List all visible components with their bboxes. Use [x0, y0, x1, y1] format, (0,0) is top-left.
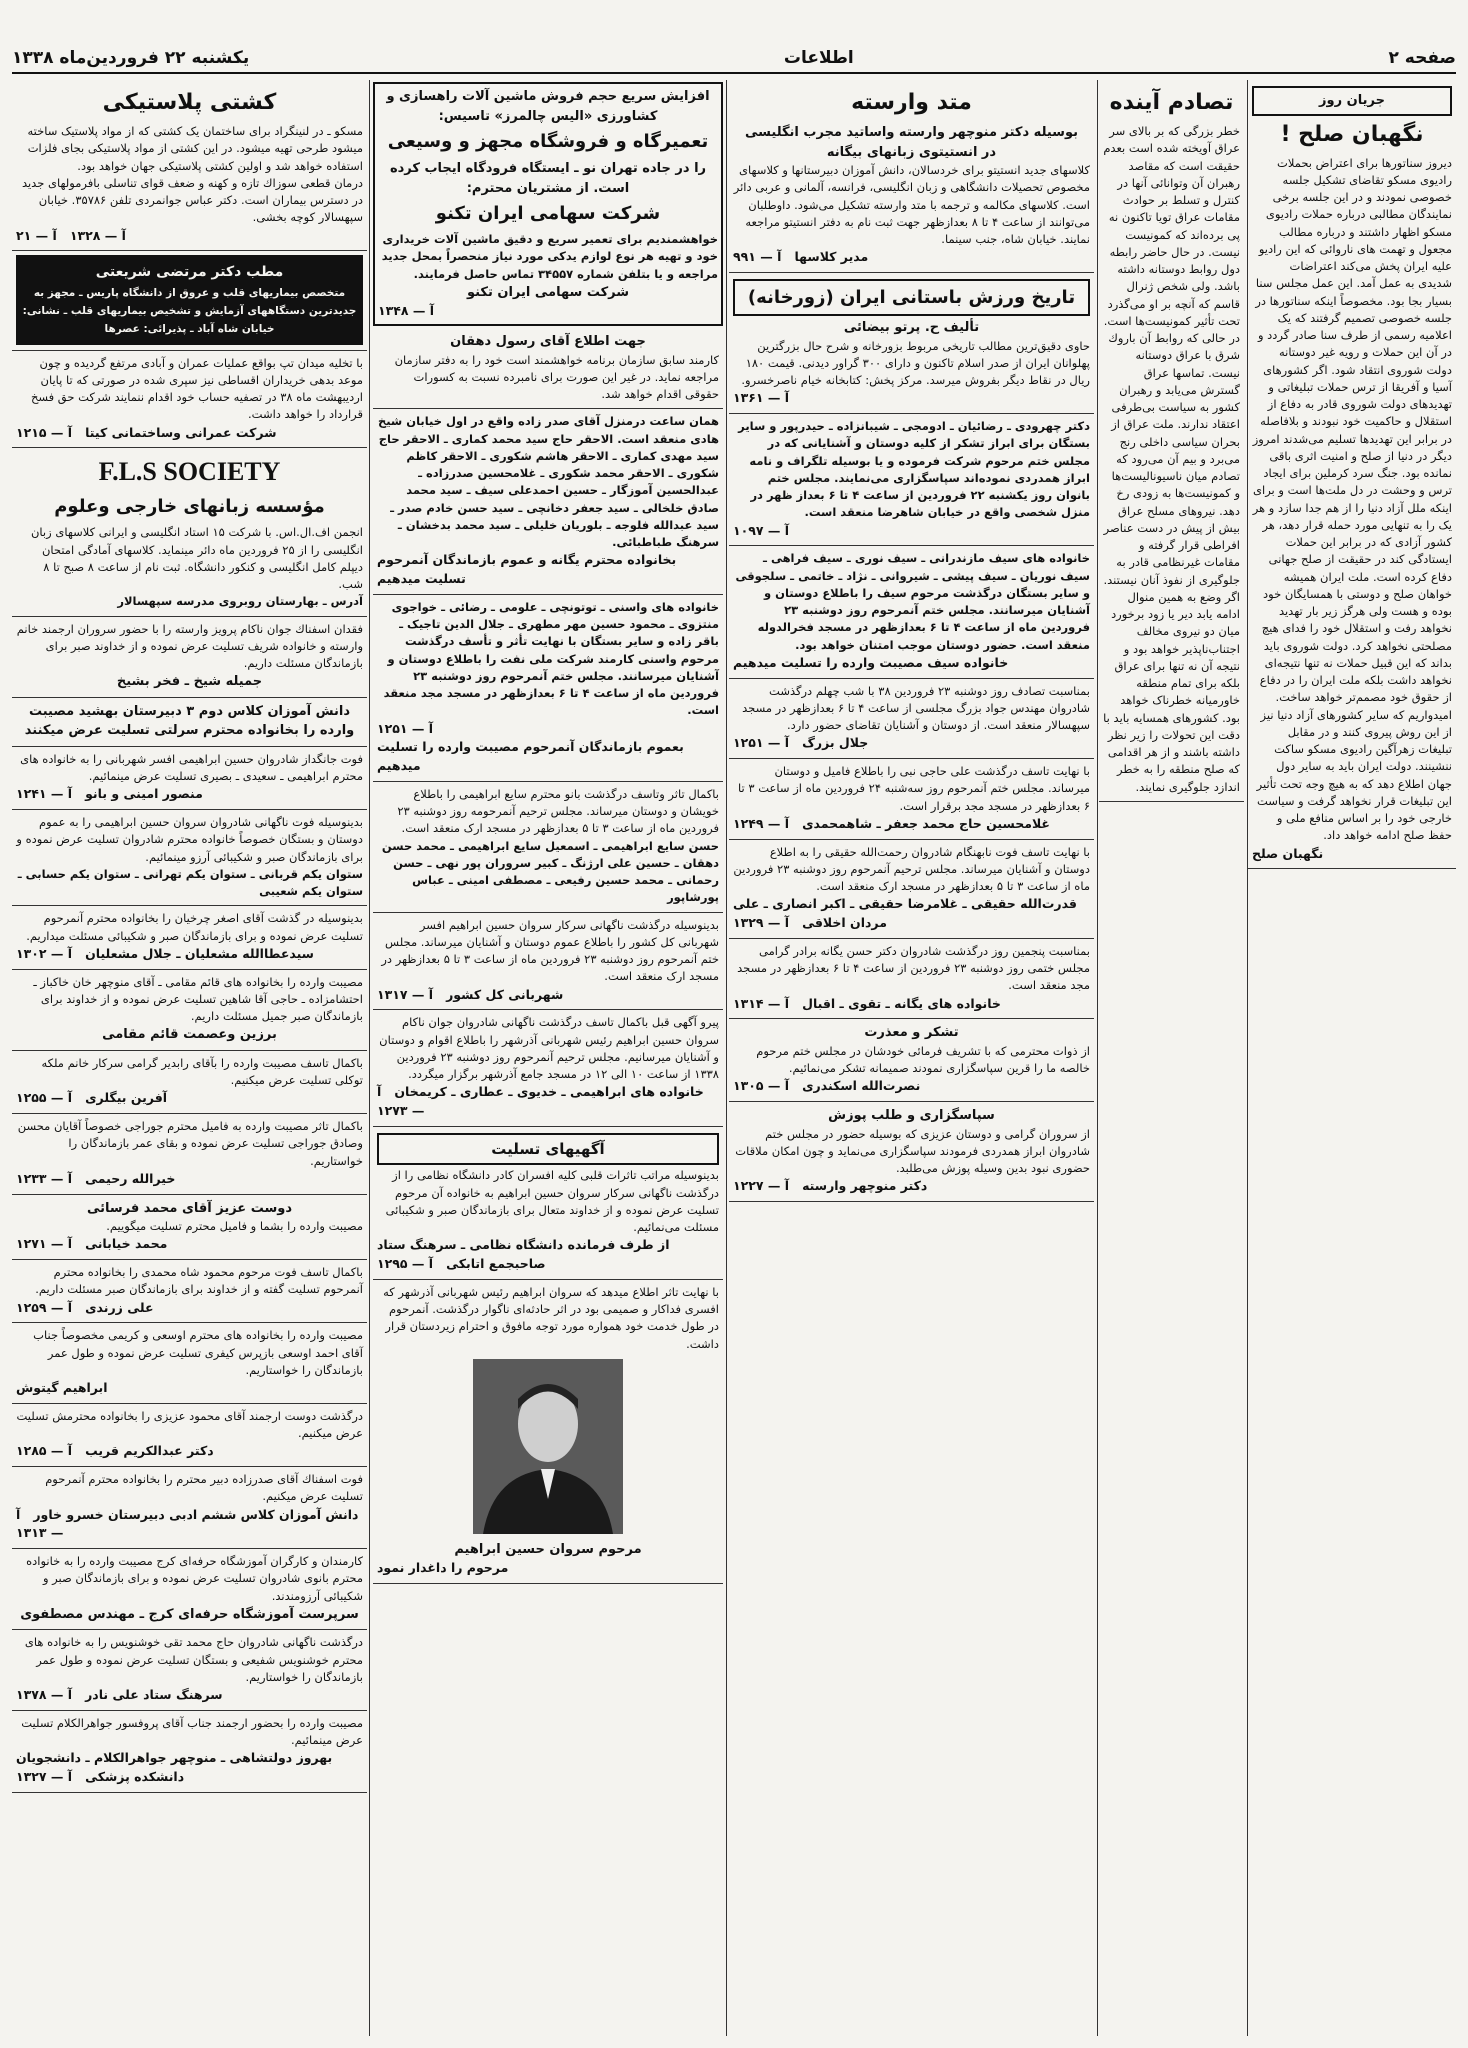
fls-society-ad [12, 448, 367, 616]
notice-code: آ — ۱۳۱۷ [377, 986, 434, 1002]
ad-title: تاریخ ورزش باستانی ایران (زورخانه) [733, 279, 1090, 316]
notice-signer: سرهنگ ستاد علی نادر [85, 1687, 223, 1703]
notice-code: آ — ۱۲۴۹ [733, 815, 790, 831]
plastic-ship-article [12, 80, 367, 251]
notice-title: دوست عزیز آقای محمد فرسائی [86, 1200, 293, 1216]
notice-signer: قدرت‌الله حقیقی ـ غلامرضا حقیقی ـ اکبر انصاری ـ علی مردان اخلاقی [733, 896, 1077, 930]
column-rule [369, 80, 370, 2036]
notice-body: با تخلیه میدان تپ بواقع عملیات عمران و آبادی مرتفع گردیده و چون موعد بدهی خریداران اقساطی نیز سپری شده در صورتی که تا پایان اردیبهشت ماه ۳۸ در تصفیه حساب خود اقدام ننمایند شرکت حق فسخ قرارداد را خواهد داشت. [30, 355, 363, 422]
portrait-figure-icon [473, 1359, 623, 1534]
notice-code: آ — ۱۳۲۷ [16, 1769, 73, 1785]
notice-body: فوت اسفناك آقای صدرزاده دبیر محترم را بخانواده محترم آنمرحوم تسلیت عرض میکنیم. [45, 1472, 363, 1504]
notice-signer: نصرت‌الله اسکندری [802, 1078, 921, 1094]
notice [729, 939, 1094, 1020]
notice-code: آ — ۱۲۵۵ [16, 1090, 73, 1106]
notice-body: خانواده های سیف مازندرانی ـ سیف نوری ـ سیف فراهی ـ سیف نوریان ـ سیف پیشی ـ شیروانی ـ نژاد ـ خاتمی ـ سلجوقی و سایر بستگان درگذشت مرحوم سیف را باطلاع دوستان و آشنایان میرسانند. مجلس ختم آنمرحوم روز دوشنبه ۲۳ فروردین ماه از ساعت ۴ تا ۶ بعدازظهر در مسجد فخرالدوله منعقد است. حضور دوستان موجب امتنان خواهد بود. [735, 551, 1090, 652]
notice-code: آ — ۱۲۵۹ [16, 1299, 73, 1315]
doctor-ad-box [16, 255, 363, 344]
notice-signature [733, 734, 1090, 753]
notice-body: درگذشت دوست ارجمند آقای محمود عزیزی را بخانواده محترمش تسلیت عرض میکنیم. [16, 1408, 363, 1441]
notice-body: فقدان اسفناك جوان ناكام پرویز وارسته را با حضور سروران ارجمند خانم وارسته و خانواده شریف تسلیت عرض نموده و از خداوند صبر برای بازماندگان مسئلت داریم. [16, 621, 363, 671]
notice [12, 617, 367, 698]
notice-title: دانش آموزان کلاس دوم ۳ دبیرستان بهشید مصیبت وارده را بخانواده محترم سرلتی تسلیت عرض میکنند [24, 703, 355, 739]
notice-body: با نهایت تاثر اطلاع میدهد که سروان ابراهیم رئیس شهربانی آذرشهر که افسری فداکار و صمیمی بود در اثر حادثه‌ای ناگوار درگذشت. آنمرحوم در طول خدمت خود همواره مورد توجه مافوق و احترام زیردستان قرار داشت. [383, 1284, 719, 1351]
column-rule [726, 80, 727, 2036]
notice-signature [733, 1177, 1090, 1196]
notice-signature: بخانواده محترم یگانه و عموم بازماندگان آنمرحوم تسلیت میدهیم [377, 552, 677, 586]
notices-column-left [12, 80, 367, 2036]
issue-date: یکشنبه ۲۲ فروردین‌ماه ۱۳۳۸ [12, 48, 250, 68]
notice-signature: ستوان یکم قربانی ـ ستوان یکم تهرانی ـ ستوان یکم حسابی ـ ستوان یکم شعیبی [17, 866, 363, 899]
ad-code: آ — ۱۳۴۸ [378, 303, 435, 319]
notice-code: آ — ۱۳۰۲ [16, 945, 73, 961]
notice [12, 810, 367, 906]
photo-caption: مرحوم سروان حسین ابراهیم [454, 1541, 642, 1557]
notice-signer: منصور امینی و بانو [85, 786, 203, 802]
notice-signature [16, 1506, 363, 1544]
paper-name: اطلاعات [783, 48, 854, 68]
notice-body: باکمال تاثر وتاسف درگذشت بانو محترم سایع ابراهیمی را باطلاع خویشان و دوستان میرساند. مجلس ترحیم آنمرحومه روز دوشنبه ۲۳ فروردین ماه از ساعت ۳ تا ۵ بعدازظهر در مسجد ارک منعقد است. [397, 786, 719, 836]
notice-body: بدینوسیله فوت ناگهانی شادروان سروان حسین ابراهیمی را به عموم دوستان و بستگان خصوصاً خانواده محترم شادروان تسلیت عرض نموده و برای بازماندگان صبر و شکیبائی آرزو مینمائیم. [16, 815, 363, 864]
notice-signature [377, 1083, 719, 1121]
article-title: تصادم آینده [1109, 90, 1234, 115]
ad-body: خواهشمندیم برای تعمیر سریع و دقیق ماشین آلات خریداری خود و تهیه هر نوع لوازم یدکی مورد نیاز منحصراً بمحل جدید مراجعه و یا بتلفن شماره ۳۴۵۵۷ تماس حاصل فرمایند. [381, 232, 718, 281]
society-title: مؤسسه زبانهای خارجی وعلوم [54, 496, 325, 518]
notice-body: کارمندان و کارگران آموزشگاه حرفه‌ای کرج مصیبت وارده را به خانواده محترم بانوی شادروان تسلیت عرض نموده و برای بازماندگان صبر و شکیبائی آرزومندند. [26, 1554, 363, 1603]
notice-body: بدینوسیله درگذشت ناگهانی سرکار سروان حسین ابراهیم افسر شهربانی کل کشور را باطلاع عموم دوستان و آشنایان میرساند. مجلس ختم آنمرحوم روز دوشنبه ۲۳ فروردین ماه از ساعت ۳ تا ۵ بعدازظهر در مسجد ارک منعقد است. [381, 917, 719, 984]
ad-body: حاوی دقیق‌ترین مطالب تاریخی مربوط بزورخانه و شرح حال بزرگترین پهلوانان ایران از صدر اسلام تاکنون و دارای ۳۰۰ گراور دیدنی. قیمت ۱۸۰ ریال در نقاط دیگر بفروش میرسد. مرکز پخش: کتابخانه خیام ناصرخسرو. [741, 338, 1090, 387]
notice-signature: خانواده سیف مصیبت وارده را تسلیت میدهیم [733, 654, 1009, 670]
notice [729, 840, 1094, 939]
notices-column-middle [373, 80, 723, 2036]
ad-body: کلاسهای جدید انستیتو برای خردسالان، دانش آموزان دبیرستانها و کلاسهای مخصوص تحصیلات دانشگاهی و زبان انگلیسی، فرانسه، آلمانی و عربی دائر است. کلاسهای مکالمه و ترجمه با متد وارسته تشکیل می‌شود. داوطلبان می‌توانند از ساعت ۴ تا ۸ بعدازظهر جهت ثبت نام به دفتر انستیتو مراجعه نمایند. خیابان شاه، جنب سینما. [733, 163, 1090, 246]
notice [12, 1711, 367, 1793]
notice [12, 698, 367, 747]
notice-code: آ — ۱۲۳۳ [16, 1170, 73, 1186]
notice-signer: جلال بزرگ [802, 735, 869, 751]
info-notice [373, 328, 723, 409]
article-body: دیروز سناتورها برای اعتراض بحملات رادیوی مسکو تقاضای تشکیل جلسه خصوصی نمودند و در این جلسه برخی نمایندگان مطالبی درباره حملات رادیوی مسکو اظهار داشتند و درباره مطالب مجعول و تهمت های ناروائی که این رادیو علیه ایران پخش می‌کند اعتراضات شدیدی به عمل آمد. این عمل مجلس سنا بسیار بجا بود. مخصوصاً اینکه سناتورها در جلسه خصوصی تصمیم گرفتند که یک اعلامیه رسمی از طرف سنا صادر گردد و در آن این حملات و رویه غیر دوستانه دولت شوروی انتقاد شود. اگر کشورهای آسیا و آفریقا از ترس حملات تبلیغاتی و تهدیدهای دولت شوروی قادر به دفاع از استقلال و حاکمیت خود نبودند و بلافاصله در برابر این تهدیدها تسلیم می‌شدند امروز دیگر در دنیا از صلح و امنیت اثری باقی نمانده بود. جنگ سرد کرملین برای ایجاد ترس و وحشت در دل ملت‌ها است و برای اینکه ملل آزاد دنیا را از هم جدا سازد و هر یک را به تنهایی مورد حمله قرار دهد، هر کشور آزادی که در برابر این حملات ایستادگی کند در حقیقت از صلح جهانی دفاع کرده است. ملت ایران همیشه خواهان صلح و دوستی با همسایگان خود بوده و هست ولی هرگز زیر بار تهدید نخواهد رفت و استقلال خود را فدای هیچ مصلحتی نخواهد کرد. دولت شوروی باید بداند که این قبیل حملات نه تنها نتیجه‌ای نخواهد داشت بلکه ملت ایران را در دفاع از حقوق خود مصمم‌تر خواهد ساخت. امیدواریم که سایر کشورهای آزاد دنیا نیز از این روش پیروی کنند و در مقابل تبلیغات زهرآگین رادیوی مسکو ساکت ننشینند. دولت ایران باید به سایر دول جهان اطلاع دهد که به هیچ وجه تحت تأثیر این تبلیغات قرار نخواهد گرفت و سیاست خارجی خود را بر اساس منافع ملی و حفظ صلح ادامه خواهد داد. [1252, 155, 1452, 843]
notice-signature [16, 1686, 363, 1705]
ad-code: آ — ۱۳۶۱ [733, 390, 790, 406]
notice-signer: از طرف فرمانده دانشگاه نظامی ـ سرهنگ ستاد صاحبجمع اتابکی [377, 1237, 670, 1271]
notice-body: درگذشت ناگهانی شادروان حاج محمد تقی خوشنویس را به خانواده های محترم خوشنویس شفیعی و بستگان تسلیت عرض نموده و طول عمر بازماندگان را خواستاریم. [24, 1635, 363, 1684]
notice-body: بدینوسیله مراتب تاثرات قلبی کلیه افسران کادر دانشگاه نظامی را از درگذشت ناگهانی سرکار سروان حسین ابراهیم به خانواده آن مرحوم تسلیت عرض نموده و از خداوند متعال برای بازماندگان صبر و شکیبائی مسئلت می‌نمائیم. [385, 1168, 719, 1234]
notice-signature [16, 1299, 363, 1318]
notice [12, 1549, 367, 1630]
notice-code: آ — ۱۳۱۴ [733, 995, 790, 1011]
notice-body: باکمال تاسف مصیبت وارده را بآقای رابدیر گرامی سرکار خانم ملکه توکلی تسلیت عرض میکنیم. [41, 1055, 363, 1088]
notice-code: آ — ۱۲۱۵ [16, 424, 73, 440]
varasteh-ad [729, 80, 1094, 273]
notice-body: پیرو آگهی قبل باکمال تاسف درگذشت ناگهانی شادروان جوان ناکام سروان حسین ابراهیم رئیس شهربانی آذرشهر را باطلاع اقوام و دوستان و آشنایان میرسانیم. مجلس ترحیم آنمرحوم روز دوشنبه ۲۳ فروردین ۱۳۳۸ از ساعت ۱۰ الی ۱۲ در مسجد جامع آذرشهر برگزار میگردد. [379, 1015, 719, 1081]
notice [12, 906, 367, 969]
notice [12, 747, 367, 810]
editorial-clash [1099, 80, 1244, 802]
article-title: نگهبان صلح ! [1280, 121, 1424, 147]
doctor-title: مطب دکتر مرتضی شریعتی [95, 264, 284, 281]
ad-signer: مدیر کلاسها [794, 249, 869, 265]
notice-signature [16, 1170, 363, 1189]
notice-signer: بهروز دولتشاهی ـ منوچهر جواهرالکلام ـ دانشجویان دانشکده پزشکی [16, 1750, 333, 1785]
notice-signer: علی زرندی [85, 1299, 154, 1315]
society-address: آدرس ـ بهارستان روبروی مدرسه سپهسالار [117, 594, 363, 609]
notice-signature [733, 995, 1090, 1014]
notice [373, 782, 723, 913]
ad-code [16, 227, 363, 246]
condolence-with-photo [373, 1280, 723, 1584]
notice-body: خانواده های واسنی ـ توتونچی ـ علومی ـ رضائی ـ خواجوی منتزوی ـ محمود حسین مهر مطهری ـ جلال الدین تاجیک ـ باقر زاده و سایر بستگان با نهایت تأثر و تأسف درگذشت مرحوم واسنی کارمند شرکت ملی نفت را باطلاع دوستان و آشنایان میرسانند. مجلس ختم آنمرحوم روز دوشنبه ۲۳ فروردین ماه از ساعت ۴ تا ۶ بعدازظهر در مسجد مجد منعقد است. [383, 599, 719, 718]
notice-signature [733, 815, 1090, 834]
condolence-section [373, 1127, 723, 1280]
ad-title: تعمیرگاه و فروشگاه مجهز و وسیعی [387, 131, 709, 152]
notice-signer: دانش آموزان کلاس ششم ادبی دبیرستان خسرو خاور [33, 1506, 359, 1522]
notice-signature: جمیله شیخ ـ فخر بشیخ [116, 674, 263, 690]
article-title: کشتی پلاستیکی [102, 90, 277, 115]
article-body: مسکو ـ در لنینگراد برای ساختمان یک کشتی که از مواد پلاستیک ساخته میشود طرحی تهیه میشود. در این کشتی از مواد پلاستیکی بجای فلزات استفاده خواهد شد و اولین کشتی پلاستیکی جهان خواهد بود. [27, 124, 363, 173]
notice-signer: سیدعطاالله مشعلیان ـ جلال مشعلیان [85, 945, 314, 961]
notice [12, 351, 367, 449]
notice [12, 1467, 367, 1549]
editorial-column-2 [1099, 80, 1244, 2036]
notice-signature [16, 785, 363, 804]
notice-signature [16, 1749, 363, 1787]
notice-code: آ — ۱۲۵۱ [377, 720, 434, 736]
notice-body: دکتر چهرودی ـ رضائیان ـ ادومجی ـ شیبانزاده ـ حیدرپور و سایر بستگان برای ابراز تشکر از کلیه دوستان و آشنایانی که در مجلس ختم مرحوم شرکت فرموده و یا بوسیله تلگراف و نامه ابراز همدردی نموده‌اند سپاسگزاری می‌نمایند. مجلس ختم بانوان روز یکشنبه ۲۲ فروردین از ساعت ۴ تا ۶ بعداز ظهر در منزل شخصی واقع در خیابان شاهرضا منعقد است. [738, 419, 1090, 520]
notice-body: باکمال تاسف فوت مرحوم محمود شاه محمدی را بخانواده محترم آنمرحوم تسلیت گفته و از خداوند برای بازماندگان صبر مسئلت داریم. [35, 1265, 363, 1297]
notice-body: مصیبت وارده را بخانواده های محترم اوسعی و کریمی مخصوصاً جناب آقای احمد اوسعی بازپرس کیفری تسلیت عرض نموده و طول عمر بازماندگان را خواستاریم. [33, 1328, 363, 1377]
notice-signature: مرحوم را داغدار نمود [377, 1560, 509, 1576]
notice [373, 409, 723, 595]
ad-code: آ — ۹۹۱ [733, 249, 782, 265]
notice-body: فوت جانگداز شادروان حسین ابراهیمی افسر شهربانی را به خانواده های محترم ابراهیمی ـ سعیدی ـ بصیری تسلیت عرض مینمائیم. [20, 751, 363, 784]
notice [12, 970, 367, 1051]
section-title: آگهیهای تسلیت [377, 1133, 719, 1166]
notice-signer: محمد خیابانی [85, 1236, 168, 1252]
notice-code: آ — ۱۳۱۳ [16, 1506, 64, 1541]
notice-signer: آفرین بیگلری [85, 1090, 168, 1106]
notice-body: با نهایت تاسف فوت نابهنگام شادروان رحمت‌الله حقیقی را به اطلاع دوستان و آشنایان میرساند. مجلس ترحیم آنمرحوم روز دوشنبه ۲۳ فروردین ماه از ساعت ۳ تا ۵ بعدازظهر در مسجد ارک منعقد است. [733, 844, 1090, 893]
notice-signer: شرکت عمرانی وساختمانی کیتا [85, 424, 277, 440]
notice-body: بمناسبت پنجمین روز درگذشت شادروان دکتر حسن یگانه برادر گرامی مجلس ختمی روز دوشنبه ۲۳ فروردین از ساعت ۴ تا ۶ بعدازظهر در مسجد مجد منعقد است. [737, 943, 1090, 993]
page-number: صفحه ۲ [1388, 48, 1456, 68]
notice-code: آ — ۱۳۷۸ [16, 1687, 73, 1703]
column-rule [1097, 80, 1098, 2036]
ad-subtitle: در انستیتوی زبانهای بیگانه [826, 144, 997, 160]
doctor-ad [12, 251, 367, 350]
article-signature: نگهبان صلح [1252, 845, 1324, 861]
apology-notice [729, 1102, 1094, 1202]
notice [12, 1051, 367, 1114]
notice-signature: سرپرست آموزشگاه حرفه‌ای کرج ـ مهندس مصطفوی [20, 1606, 359, 1622]
section-tag: جریان روز [1252, 86, 1452, 116]
notice-signer: خانواده های ابراهیمی ـ خدیوی ـ عطاری ـ کریمخان [394, 1084, 704, 1100]
notice-code: آ — ۱۲۷۳ [377, 1084, 425, 1118]
notice-body: مصیبت وارده را بحضور ارجمند جناب آقای پروفسور جواهرالکلام تسلیت عرض مینمائیم. [21, 1715, 363, 1748]
notice-code: آ — ۱۳۰۵ [733, 1078, 790, 1094]
notice [12, 1195, 367, 1261]
society-body: انجمن اف.ال.اس. با شرکت ۱۵ استاد انگلیسی و ایرانی کلاسهای زبان انگلیسی را از ۲۵ فروردین ماه دائر مینماید. کلاسهای آمادگی امتحان دیپلم کامل انگلیسی و کنکور دانشگاه. ثبت نام از ساعت ۸ صبح تا ۸ شب. [30, 525, 363, 592]
notice [12, 1323, 367, 1404]
notice [12, 1260, 367, 1323]
notice-body: از سروران گرامی و دوستان عزیزی که بوسیله حضور در مجلس ختم شادروان ابراز همدردی فرمودند سپاسگزاری می‌نماید و چون امکان ملاقات حضوری نبود بدین وسیله پوزش می‌طلبد. [735, 1126, 1090, 1175]
notice-body: با نهایت تاسف درگذشت علی حاجی نبی را باطلاع فامیل و دوستان میرساند. مجلس ختم آنمرحوم روز سه‌شنبه ۲۴ فروردین ماه از ساعت ۳ تا ۶ بعدازظهر در مسجد مجد برقرار است. [738, 764, 1090, 813]
ad-signature: شرکت سهامی ایران تکنو [466, 284, 630, 300]
notice-title: تشکر و معذرت [864, 1025, 959, 1041]
ad-author: تألیف ح. پرتو بیضائی [843, 320, 980, 335]
notice-signature [733, 895, 1090, 933]
ad-intro: افزایش سریع حجم فروش ماشین آلات راهسازی و کشاورزی «الیس چالمرز» تاسیس: [386, 89, 710, 124]
article-body: خطر بزرگی که بر بالای سر عراق آویخته شده است بعدم حقیقت است که مقاصد رهبران آن وتوانائی آنها در کنترل و تسلط بر حوادث مقامات عراق تویا تاکنون نه پی برده‌اند که کمونیست نیست. در حال حاضر رابطه دول روابط دوستانه داشته باشد. ولی شخص ژنرال قاسم که آنچه بر او می‌گذرد تحت تأثیر کمونیست‌ها است. در حالی که روابط آن باروك شرق با عراق دوستانه نیست. تماسها عراق گسترش می‌یابد و رهبران کشور به سیاست بی‌طرفی اعتقاد ندارند. ملت عراق از بحران سیاسی داخلی رنج می‌برد و بیم آن می‌رود که تصادم میان ناسیونالیست‌ها و کمونیست‌ها به زودی رخ دهد. نیروهای مسلح عراق بیش از پیش در دست عناصر افراطی قرار گرفته و مقامات غیرنظامی قادر به جلوگیری از نفوذ آنان نیستند. اگر وضع به همین منوال ادامه یابد دیر یا زود برخورد میان دو نیروی مخالف اجتناب‌ناپذیر خواهد بود و نتیجه آن نه تنها برای عراق بلکه برای تمام منطقه خاورمیانه خطرناک خواهد بود. کشورهای همسایه باید با دقت این تحولات را زیر نظر داشته باشند و از هر اقدامی که صلح منطقه را به خطر اندازد جلوگیری نمایند. [1103, 124, 1240, 794]
notice-signature [16, 1235, 363, 1254]
ad-company: شرکت سهامی ایران تکنو [435, 203, 661, 224]
notice-signature [377, 986, 719, 1005]
ad-body: درمان قطعی سوزاك تازه و کهنه و ضعف قوای تناسلی بافرمولهای جدید در دسترس بیماران است. دکتر عباس جوانمردی تلفن ۳۵۷۸۶. خیابان سپهسالار کوچه بخشی. [21, 175, 363, 225]
notice-body: بمناسبت تصادف روز دوشنبه ۲۳ فروردین ۳۸ با شب چهلم درگذشت شادروان مهندس جواد بزرگ مجلسی از ساعت ۴ تا ۶ بعدازظهر در مسجد سپهسالار منعقد است. از دوستان و آشنایان تقاضای حضور دارد. [742, 683, 1090, 732]
portrait-photo [473, 1359, 623, 1534]
notice [729, 414, 1094, 546]
notice [12, 1630, 367, 1711]
notice-title: جهت اطلاع آقای رسول دهقان [450, 334, 646, 349]
notice-body: مصیبت وارده را بخانواده های قائم مقامی ـ آقای منوچهر خان خاکباز ـ احتشامزاده ـ حاجی آقا شاهین تسلیت عرض نموده و از خداوند برای بازماندگان صبر جمیل مسئلت داریم. [33, 974, 363, 1024]
notice-signature [733, 1077, 1090, 1096]
notice-code: آ — ۱۲۷۱ [16, 1236, 73, 1252]
editorial-column [1248, 80, 1456, 2036]
notice-signature: برزین وعصمت قائم مقامی [102, 1027, 277, 1043]
thanks-notice [729, 1019, 1094, 1102]
ad-title: متد وارسته [851, 90, 972, 115]
ad-body: را در جاده تهران نو ـ ایستگاه فرودگاه ایجاب کرده است. از مشتریان محترم: [389, 161, 707, 196]
doctor-body: متخصص بیماریهای قلب و عروق از دانشگاه پاریس ـ مجهز به جدیدترین دستگاههای آزمایش و تشخیص بیماریهای قلب ـ نشانی: خیابان شاه آباد ـ پذیرائی: عصرها [22, 287, 357, 335]
zurkhaneh-book-ad [729, 273, 1094, 414]
notice-title: سپاسگزاری و طلب پوزش [828, 1108, 995, 1123]
notice-code: آ — ۱۲۸۵ [16, 1443, 73, 1459]
notice [12, 1114, 367, 1195]
notice-signature [16, 424, 363, 443]
notices-column-center [729, 80, 1094, 2036]
notice-signer: دکتر منوچهر وارسته [802, 1178, 928, 1194]
notice-signer: خانواده های یگانه ـ تقوی ـ اقبال [802, 995, 1001, 1011]
society-name: F.L.S SOCIETY [98, 457, 281, 487]
notice-signature: حسن سایع ابراهیمی ـ اسمعیل سایع ابراهیمی ـ محمد حسن دهقان ـ حسین علی ارژنگ ـ کبیر سروران پور نهی ـ حسن رحمانی ـ محمد حسین رفیعی ـ مصطفی امینی ـ عباس پورشاپور [381, 838, 719, 905]
ad-subtitle: بوسیله دکتر منوچهر وارسته واساتید مجرب انگلیسی [745, 125, 1078, 140]
notice-code: آ — ۱۲۹۵ [377, 1256, 434, 1271]
notice-signature [16, 945, 363, 964]
notice-signature [377, 1236, 719, 1274]
ad-signature [733, 248, 1090, 267]
ad-code-b: آ — ۲۱ [16, 227, 57, 243]
notice-body: بدینوسیله در گذشت آقای اصغر چرخیان را بخانواده محترم آنمرحوم تسلیت عرض نموده و برای بازماندگان صبر و شکیبائی مسئلت میداریم. [26, 911, 363, 943]
notice-signature: بعموم بازماندگان آنمرحوم مصیبت وارده را تسلیت میدهیم [377, 739, 684, 773]
notice [729, 679, 1094, 760]
notice-body: همان ساعت درمنزل آقای صدر زاده واقع در اول خیابان شیخ هادی منعقد است. الاحقر حاج سید محمد کماری ـ الاحقر حاج سید مهدی کماری ـ الاحقر هاشم شکوری ـ الاحقر کاظم شکوری ـ الاحقر محمد شکوری ـ غلامحسین صدرزاده ـ عبدالحسین آموزگار ـ حسین احمدعلی سیف ـ سید محمد صادق خلخالی ـ سید جعفر دخانچی ـ سید حسن خادم صدر ـ سید عبدالله فلوجه ـ بلوریان خلیلی ـ سید محمد بدخشان ـ سرهنگ طباطبائی. [377, 414, 719, 549]
notice-signer: غلامحسین حاج محمد جعفر ـ شاهمحمدی [802, 815, 1050, 831]
notice [12, 1404, 367, 1467]
notice-signature [16, 1089, 363, 1108]
notice-code: آ — ۱۲۲۷ [733, 1178, 790, 1194]
notice-code: آ — ۱۲۵۱ [733, 735, 790, 751]
notice-body: کارمند سابق سازمان برنامه خواهشمند است خود را به دفتر سازمان مراجعه نماید. در غیر این صورت برای نامبرده نسبت به کسورات حقوقی اقدام خواهد شد. [394, 352, 719, 401]
editorial-peace [1248, 80, 1456, 869]
notice-body: مصیبت وارده را بشما و فامیل محترم تسلیت میگوییم. [106, 1219, 363, 1234]
ad-code-a: آ — ۱۳۲۸ [69, 227, 126, 243]
notice [373, 1010, 723, 1127]
notice-code: آ — ۱۲۴۱ [16, 786, 73, 802]
notice-signature: ابراهیم گیتوش [16, 1380, 108, 1396]
notice-code: آ — ۱۰۹۷ [733, 522, 790, 538]
notice-code: آ — ۱۳۲۹ [733, 915, 790, 930]
notice-signer: شهربانی کل کشور [446, 986, 564, 1002]
notice [373, 595, 723, 782]
notice [729, 546, 1094, 678]
notice-signer: خیرالله رحیمی [85, 1170, 176, 1186]
notice [729, 759, 1094, 840]
notice-signature [16, 1442, 363, 1461]
notice [373, 913, 723, 1011]
masthead [12, 44, 1456, 74]
iran-techno-ad [373, 82, 723, 326]
notice-signer: دکتر عبدالکریم قریب [85, 1443, 214, 1459]
notice-body: از ذوات محترمی که با تشریف فرمائی خودشان در مجلس ختم مرحوم خالصه ما را قرین سپاسگزاری نمودند صمیمانه تشکر می‌نمائیم. [756, 1043, 1090, 1075]
notice-body: باکمال تاثر مصیبت وارده به فامیل محترم جوراجی خصوصاً آقایان محسن وصادق جوراجی تسلیت عرض نموده و بقای عمر بازماندگان را خواستاریم. [17, 1119, 363, 1168]
